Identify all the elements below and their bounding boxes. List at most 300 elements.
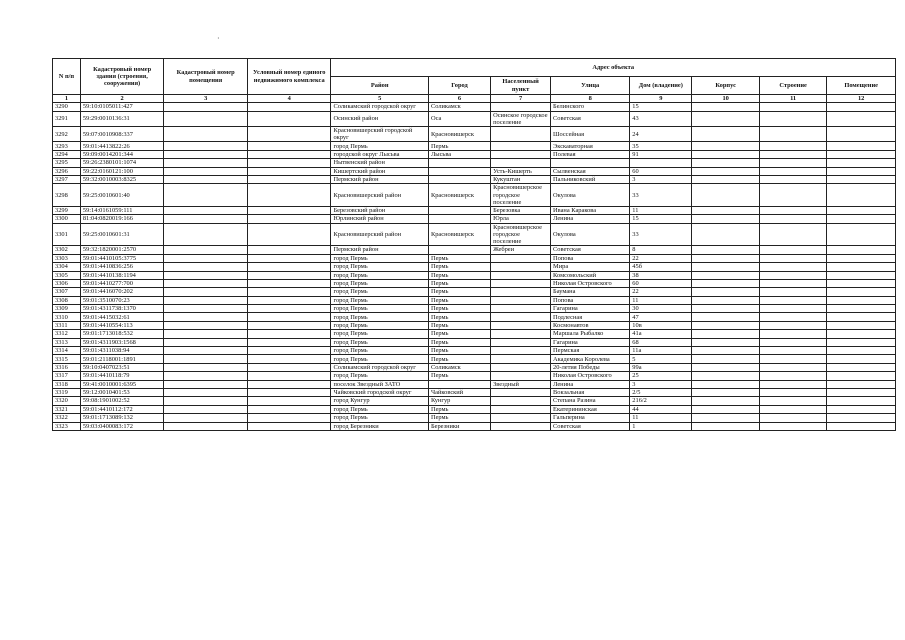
building-cadastral-cell: 59:01:4413822:26 — [80, 142, 164, 150]
building-cadastral-cell: 59:07:0010908:337 — [80, 127, 164, 142]
building-cadastral-cell: 59:01:4410277:700 — [80, 279, 164, 287]
building-cadastral-cell: 59:01:4415032:61 — [80, 313, 164, 321]
row-number-cell: 3310 — [53, 313, 81, 321]
street-cell: Экскаваторная — [551, 142, 630, 150]
col-number: 7 — [491, 95, 551, 103]
korpus-cell — [692, 363, 759, 371]
row-number-cell: 3300 — [53, 215, 81, 223]
korpus-cell — [692, 414, 759, 422]
room-cell — [827, 223, 896, 246]
col-number: 4 — [247, 95, 331, 103]
row-number-cell: 3308 — [53, 296, 81, 304]
col-number: 5 — [331, 95, 428, 103]
row-number-cell: 3316 — [53, 363, 81, 371]
korpus-cell — [692, 215, 759, 223]
premises-cadastral-cell — [164, 159, 248, 167]
row-number-cell: 3315 — [53, 355, 81, 363]
city-cell: Лысьва — [428, 150, 490, 158]
building-cadastral-cell: 59:01:2118001:1891 — [80, 355, 164, 363]
premises-cadastral-cell — [164, 263, 248, 271]
complex-number-cell — [247, 296, 331, 304]
stroenie-cell — [759, 296, 826, 304]
settlement-cell — [491, 355, 551, 363]
city-cell: Пермь — [428, 355, 490, 363]
stroenie-cell — [759, 150, 826, 158]
district-cell: Кишертский район — [331, 167, 428, 175]
city-cell: Пермь — [428, 305, 490, 313]
building-cadastral-cell: 59:01:4410836:256 — [80, 263, 164, 271]
premises-cadastral-cell — [164, 184, 248, 207]
room-cell — [827, 338, 896, 346]
building-cadastral-cell: 59:01:4311738:1370 — [80, 305, 164, 313]
premises-cadastral-cell — [164, 414, 248, 422]
stroenie-cell — [759, 127, 826, 142]
street-cell: Пермская — [551, 347, 630, 355]
table-row — [53, 184, 896, 207]
building-cadastral-cell: 59:08:1901002:52 — [80, 397, 164, 405]
building-cadastral-cell: 59:01:4311038:94 — [80, 347, 164, 355]
column-number-row — [53, 95, 896, 103]
street-cell: Ленина — [551, 215, 630, 223]
complex-number-cell — [247, 414, 331, 422]
complex-number-cell — [247, 397, 331, 405]
col-number: 12 — [827, 95, 896, 103]
table-row — [53, 167, 896, 175]
stroenie-cell — [759, 355, 826, 363]
room-cell — [827, 127, 896, 142]
table-row — [53, 127, 896, 142]
city-cell: Красновишерск — [428, 184, 490, 207]
korpus-cell — [692, 279, 759, 287]
house-cell — [630, 159, 692, 167]
col-number: 8 — [551, 95, 630, 103]
complex-number-cell — [247, 142, 331, 150]
stroenie-cell — [759, 347, 826, 355]
stray-mark: · — [217, 34, 220, 43]
premises-cadastral-cell — [164, 338, 248, 346]
korpus-cell — [692, 103, 759, 111]
stroenie-cell — [759, 279, 826, 287]
room-cell — [827, 206, 896, 214]
building-cadastral-cell: 59:01:3510070:23 — [80, 296, 164, 304]
house-cell: 24 — [630, 127, 692, 142]
building-cadastral-cell: 59:01:4410112:172 — [80, 405, 164, 413]
stroenie-cell — [759, 246, 826, 254]
house-cell: 35 — [630, 142, 692, 150]
col-number: 3 — [164, 95, 248, 103]
complex-number-cell — [247, 175, 331, 183]
premises-cadastral-cell — [164, 363, 248, 371]
korpus-cell — [692, 159, 759, 167]
stroenie-cell — [759, 372, 826, 380]
district-cell: город Пермь — [331, 330, 428, 338]
street-cell: Советская — [551, 246, 630, 254]
street-cell: Гагарина — [551, 305, 630, 313]
table-row — [53, 355, 896, 363]
col-number: 1 — [53, 95, 81, 103]
district-cell: город Пермь — [331, 414, 428, 422]
complex-number-cell — [247, 380, 331, 388]
table-row — [53, 330, 896, 338]
table-row — [53, 150, 896, 158]
korpus-cell — [692, 127, 759, 142]
city-cell — [428, 380, 490, 388]
stroenie-cell — [759, 288, 826, 296]
table-row — [53, 372, 896, 380]
table-row — [53, 111, 896, 126]
korpus-cell — [692, 330, 759, 338]
house-cell: 11а — [630, 347, 692, 355]
korpus-cell — [692, 397, 759, 405]
street-cell: Подлесная — [551, 313, 630, 321]
korpus-cell — [692, 338, 759, 346]
korpus-cell — [692, 380, 759, 388]
header-n: N п/п — [53, 59, 81, 95]
stroenie-cell — [759, 321, 826, 329]
building-cadastral-cell: 59:26:2380101:1074 — [80, 159, 164, 167]
stroenie-cell — [759, 159, 826, 167]
building-cadastral-cell: 59:22:0160121:100 — [80, 167, 164, 175]
district-cell: городской округ Лысьва — [331, 150, 428, 158]
building-cadastral-cell: 59:01:4410554:113 — [80, 321, 164, 329]
district-cell: город Кунгур — [331, 397, 428, 405]
row-number-cell: 3290 — [53, 103, 81, 111]
settlement-cell: Жебреи — [491, 246, 551, 254]
city-cell: Пермь — [428, 142, 490, 150]
stroenie-cell — [759, 103, 826, 111]
table-row — [53, 223, 896, 246]
premises-cadastral-cell — [164, 246, 248, 254]
table-row — [53, 175, 896, 183]
korpus-cell — [692, 167, 759, 175]
room-cell — [827, 254, 896, 262]
house-cell: 41а — [630, 330, 692, 338]
building-cadastral-cell: 59:01:1713089:132 — [80, 414, 164, 422]
settlement-cell — [491, 330, 551, 338]
complex-number-cell — [247, 167, 331, 175]
header-street: Улица — [551, 77, 630, 95]
district-cell: Пермский район — [331, 246, 428, 254]
city-cell: Пермь — [428, 313, 490, 321]
table-row — [53, 305, 896, 313]
house-cell: 43 — [630, 111, 692, 126]
stroenie-cell — [759, 363, 826, 371]
district-cell: город Пермь — [331, 288, 428, 296]
room-cell — [827, 389, 896, 397]
street-cell: Ленина — [551, 380, 630, 388]
room-cell — [827, 313, 896, 321]
district-cell: Пермский район — [331, 175, 428, 183]
premises-cadastral-cell — [164, 111, 248, 126]
room-cell — [827, 347, 896, 355]
korpus-cell — [692, 263, 759, 271]
complex-number-cell — [247, 288, 331, 296]
table-row — [53, 389, 896, 397]
col-number: 11 — [759, 95, 826, 103]
complex-number-cell — [247, 150, 331, 158]
complex-number-cell — [247, 263, 331, 271]
city-cell: Пермь — [428, 338, 490, 346]
row-number-cell: 3303 — [53, 254, 81, 262]
street-cell: Мира — [551, 263, 630, 271]
table-row — [53, 422, 896, 430]
city-cell: Пермь — [428, 254, 490, 262]
room-cell — [827, 380, 896, 388]
col-number: 2 — [80, 95, 164, 103]
house-cell: 1 — [630, 422, 692, 430]
premises-cadastral-cell — [164, 103, 248, 111]
korpus-cell — [692, 150, 759, 158]
house-cell: 22 — [630, 288, 692, 296]
room-cell — [827, 372, 896, 380]
table-row — [53, 254, 896, 262]
street-cell — [551, 159, 630, 167]
settlement-cell — [491, 305, 551, 313]
district-cell: поселок Звездный ЗАТО — [331, 380, 428, 388]
street-cell: Гагарина — [551, 338, 630, 346]
premises-cadastral-cell — [164, 254, 248, 262]
row-number-cell: 3295 — [53, 159, 81, 167]
city-cell: Красновишерск — [428, 127, 490, 142]
house-cell: 11 — [630, 206, 692, 214]
stroenie-cell — [759, 338, 826, 346]
room-cell — [827, 305, 896, 313]
korpus-cell — [692, 405, 759, 413]
settlement-cell: Кукуштан — [491, 175, 551, 183]
table-row — [53, 380, 896, 388]
korpus-cell — [692, 321, 759, 329]
stroenie-cell — [759, 405, 826, 413]
building-cadastral-cell: 59:29:0010136:31 — [80, 111, 164, 126]
korpus-cell — [692, 175, 759, 183]
settlement-cell — [491, 414, 551, 422]
room-cell — [827, 103, 896, 111]
header-korpus: Корпус — [692, 77, 759, 95]
row-number-cell: 3299 — [53, 206, 81, 214]
settlement-cell — [491, 321, 551, 329]
row-number-cell: 3293 — [53, 142, 81, 150]
district-cell: город Пермь — [331, 338, 428, 346]
street-cell: Маршала Рыбалко — [551, 330, 630, 338]
table-row — [53, 263, 896, 271]
premises-cadastral-cell — [164, 397, 248, 405]
table-row — [53, 321, 896, 329]
stroenie-cell — [759, 313, 826, 321]
premises-cadastral-cell — [164, 206, 248, 214]
house-cell: 44 — [630, 405, 692, 413]
street-cell: Шоссейная — [551, 127, 630, 142]
korpus-cell — [692, 288, 759, 296]
stroenie-cell — [759, 111, 826, 126]
building-cadastral-cell: 59:25:0010601:40 — [80, 184, 164, 207]
table-row — [53, 313, 896, 321]
settlement-cell — [491, 271, 551, 279]
settlement-cell: Звездный — [491, 380, 551, 388]
street-cell: Попова — [551, 296, 630, 304]
district-cell: город Пермь — [331, 355, 428, 363]
settlement-cell — [491, 296, 551, 304]
room-cell — [827, 215, 896, 223]
row-number-cell: 3322 — [53, 414, 81, 422]
complex-number-cell — [247, 223, 331, 246]
building-cadastral-cell: 59:01:4410138:1194 — [80, 271, 164, 279]
stroenie-cell — [759, 142, 826, 150]
house-cell: 3 — [630, 175, 692, 183]
room-cell — [827, 271, 896, 279]
house-cell: 15 — [630, 215, 692, 223]
street-cell: Окулова — [551, 223, 630, 246]
city-cell — [428, 175, 490, 183]
building-cadastral-cell: 59:01:1713018:532 — [80, 330, 164, 338]
city-cell: Пермь — [428, 271, 490, 279]
premises-cadastral-cell — [164, 127, 248, 142]
table-row — [53, 279, 896, 287]
stroenie-cell — [759, 206, 826, 214]
house-cell: 91 — [630, 150, 692, 158]
complex-number-cell — [247, 338, 331, 346]
korpus-cell — [692, 142, 759, 150]
street-cell: Гальперина — [551, 414, 630, 422]
building-cadastral-cell: 59:01:4410118:79 — [80, 372, 164, 380]
city-cell: Соликамск — [428, 103, 490, 111]
row-number-cell: 3309 — [53, 305, 81, 313]
premises-cadastral-cell — [164, 313, 248, 321]
complex-number-cell — [247, 405, 331, 413]
complex-number-cell — [247, 372, 331, 380]
settlement-cell: Красновишерское городское поселение — [491, 223, 551, 246]
city-cell: Пермь — [428, 279, 490, 287]
house-cell: 11 — [630, 296, 692, 304]
house-cell: 60 — [630, 167, 692, 175]
district-cell: Соликамский городской округ — [331, 103, 428, 111]
settlement-cell — [491, 397, 551, 405]
complex-number-cell — [247, 159, 331, 167]
table-row — [53, 338, 896, 346]
complex-number-cell — [247, 215, 331, 223]
street-cell: Ивана Каракова — [551, 206, 630, 214]
stroenie-cell — [759, 215, 826, 223]
korpus-cell — [692, 313, 759, 321]
stroenie-cell — [759, 271, 826, 279]
house-cell: 5 — [630, 355, 692, 363]
korpus-cell — [692, 389, 759, 397]
settlement-cell — [491, 422, 551, 430]
house-cell: 33 — [630, 184, 692, 207]
row-number-cell: 3294 — [53, 150, 81, 158]
room-cell — [827, 296, 896, 304]
building-cadastral-cell: 59:32:1820001:2570 — [80, 246, 164, 254]
settlement-cell — [491, 313, 551, 321]
street-cell: 20-летия Победы — [551, 363, 630, 371]
house-cell: 38 — [630, 271, 692, 279]
table-row — [53, 414, 896, 422]
city-cell — [428, 246, 490, 254]
stroenie-cell — [759, 305, 826, 313]
header-building-cadastral: Кадастровый номер здания (строения, сооружения) — [80, 59, 164, 95]
settlement-cell — [491, 142, 551, 150]
house-cell: 25 — [630, 372, 692, 380]
building-cadastral-cell: 59:41:0010001:6395 — [80, 380, 164, 388]
stroenie-cell — [759, 414, 826, 422]
row-number-cell: 3301 — [53, 223, 81, 246]
stroenie-cell — [759, 397, 826, 405]
room-cell — [827, 363, 896, 371]
header-district: Район — [331, 77, 428, 95]
row-number-cell: 3298 — [53, 184, 81, 207]
header-address: Адрес объекта — [331, 59, 896, 77]
house-cell: 10в — [630, 321, 692, 329]
stroenie-cell — [759, 330, 826, 338]
row-number-cell: 3321 — [53, 405, 81, 413]
header-complex-number: Условный номер единого недвижимого комплекса — [247, 59, 331, 95]
premises-cadastral-cell — [164, 405, 248, 413]
building-cadastral-cell: 59:32:0010003:8325 — [80, 175, 164, 183]
room-cell — [827, 150, 896, 158]
complex-number-cell — [247, 246, 331, 254]
street-cell: Советская — [551, 422, 630, 430]
table-row — [53, 206, 896, 214]
district-cell: город Пермь — [331, 142, 428, 150]
korpus-cell — [692, 223, 759, 246]
complex-number-cell — [247, 422, 331, 430]
korpus-cell — [692, 206, 759, 214]
building-cadastral-cell: 59:14:0161059:111 — [80, 206, 164, 214]
room-cell — [827, 330, 896, 338]
house-cell: 15 — [630, 103, 692, 111]
district-cell: город Пермь — [331, 347, 428, 355]
stroenie-cell — [759, 223, 826, 246]
settlement-cell: Красновишерское городское поселение — [491, 184, 551, 207]
table-row — [53, 142, 896, 150]
city-cell — [428, 159, 490, 167]
room-cell — [827, 159, 896, 167]
premises-cadastral-cell — [164, 422, 248, 430]
complex-number-cell — [247, 347, 331, 355]
premises-cadastral-cell — [164, 330, 248, 338]
street-cell: Комсомольский — [551, 271, 630, 279]
korpus-cell — [692, 305, 759, 313]
building-cadastral-cell: 59:10:0105011:427 — [80, 103, 164, 111]
premises-cadastral-cell — [164, 150, 248, 158]
district-cell: город Пермь — [331, 313, 428, 321]
district-cell: Красновишерский городской округ — [331, 127, 428, 142]
settlement-cell — [491, 150, 551, 158]
settlement-cell — [491, 338, 551, 346]
city-cell: Пермь — [428, 414, 490, 422]
house-cell: 22 — [630, 254, 692, 262]
complex-number-cell — [247, 305, 331, 313]
building-cadastral-cell: 59:12:0010401:53 — [80, 389, 164, 397]
street-cell: Окулова — [551, 184, 630, 207]
header-room: Помещение — [827, 77, 896, 95]
settlement-cell — [491, 263, 551, 271]
room-cell — [827, 263, 896, 271]
building-cadastral-cell: 59:01:4416070:202 — [80, 288, 164, 296]
premises-cadastral-cell — [164, 296, 248, 304]
city-cell: Пермь — [428, 372, 490, 380]
city-cell: Красновишерск — [428, 223, 490, 246]
street-cell: Николая Островского — [551, 279, 630, 287]
row-number-cell: 3313 — [53, 338, 81, 346]
complex-number-cell — [247, 184, 331, 207]
street-cell: Баумана — [551, 288, 630, 296]
district-cell: город Пермь — [331, 305, 428, 313]
building-cadastral-cell: 59:03:0400083:172 — [80, 422, 164, 430]
settlement-cell — [491, 159, 551, 167]
house-cell: 68 — [630, 338, 692, 346]
room-cell — [827, 405, 896, 413]
district-cell: город Пермь — [331, 263, 428, 271]
